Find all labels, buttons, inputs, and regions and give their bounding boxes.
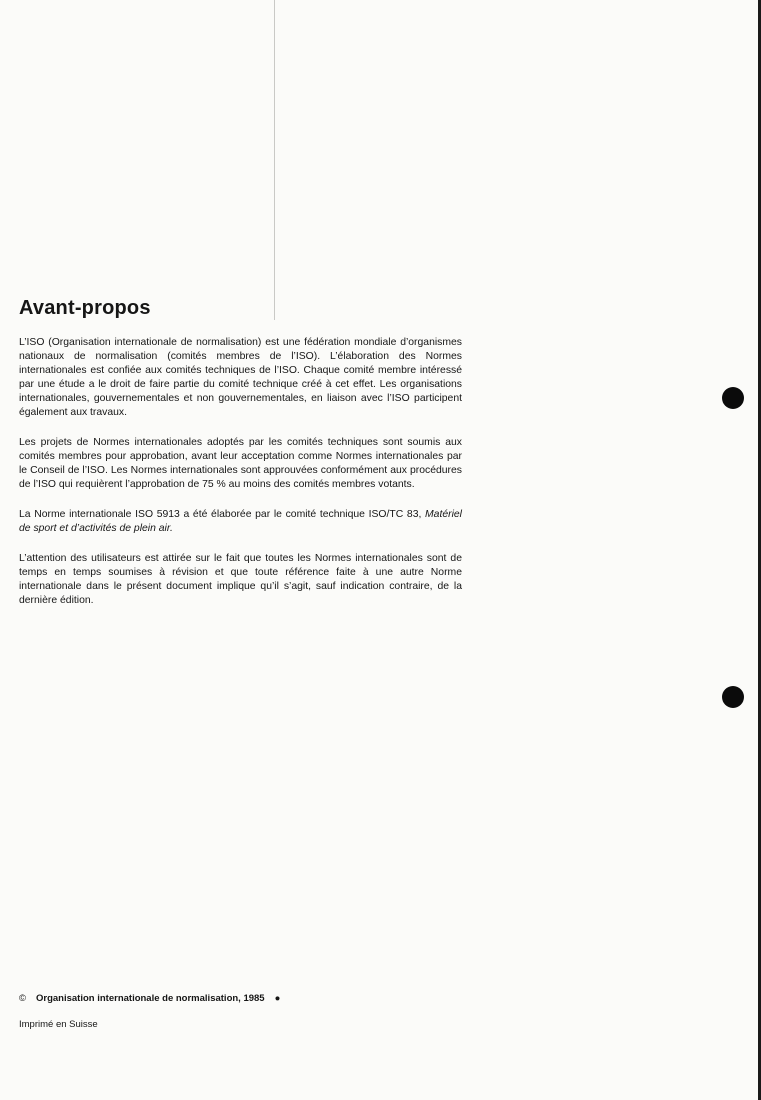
copyright-line (19, 993, 280, 1004)
bullet-icon: ● (274, 993, 281, 1004)
foreword-section (19, 297, 462, 624)
section-heading: Avant-propos (19, 297, 151, 319)
committee-title: Matériel de sport et d’activités de plein air. (19, 509, 462, 534)
paragraph-iso-description: L’ISO (Organisation internationale de normalisation) est une fédération mondiale d’organismes nationaux de normalisation (comités membres de l’ISO). L’élaboration des Normes internationales est confiée aux comités techniques de l’ISO. Chaque comité membre intéressé par une étude a le droit de faire partie du comité technique créé à cet effet. Les organisations internationales, gouvernementales et non gouvernementales, en liaison avec l’ISO participent également aux travaux. (19, 337, 462, 418)
page-fold-line (274, 0, 275, 320)
paragraph-revision-notice: L’attention des utilisateurs est attirée sur le fait que toutes les Normes internationales sont de temps en temps soumises à révision et que toute référence faite à une autre Norme internationale dans le présent document implique qu’il s’agit, sauf indication contraire, de la dernière édition. (19, 553, 462, 606)
punch-hole-top (722, 387, 744, 409)
punch-hole-bottom (722, 686, 744, 708)
printed-in-text: Imprimé en Suisse (19, 1019, 98, 1030)
paragraph-approval-process: Les projets de Normes internationales adoptés par les comités techniques sont soumis aux comités membres pour approbation, avant leur acceptation comme Normes internationales par le Conseil de l’ISO. Les Normes internationales sont approuvées conformément aux procédures de l’ISO qui requièrent l’approbation de 75 % au moins des comités membres votants. (19, 437, 462, 490)
paragraph-standard-origin (19, 508, 462, 536)
standard-origin-text: La Norme internationale ISO 5913 a été élaborée par le comité technique ISO/TC 83, (19, 509, 422, 520)
copyright-symbol: © (19, 993, 26, 1004)
copyright-text: Organisation internationale de normalisation, 1985 (36, 993, 265, 1004)
